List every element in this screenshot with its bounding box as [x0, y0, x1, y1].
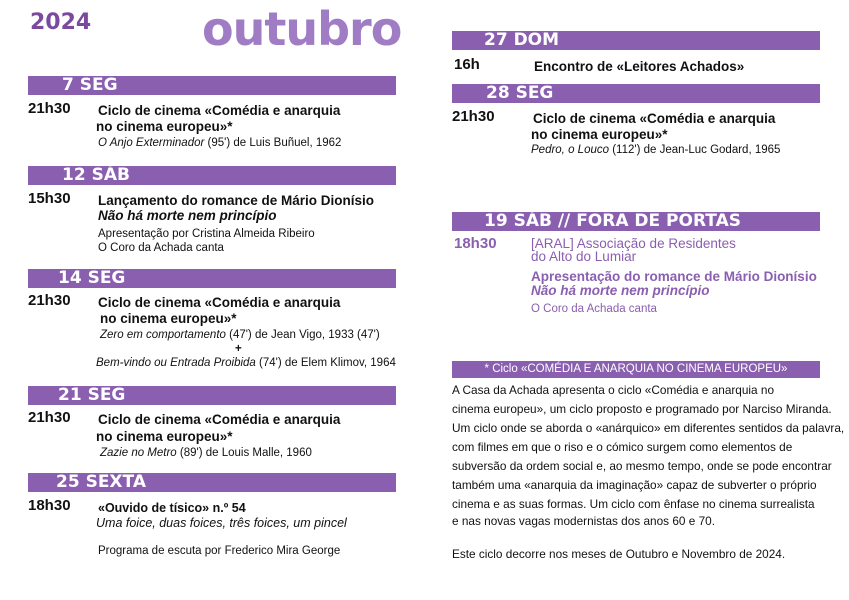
ciclo-footer: Este ciclo decorre nos meses de Outubro e Novembro de 2024. — [452, 547, 786, 561]
film-line — [100, 328, 380, 342]
month-heading: outubro — [202, 2, 402, 56]
day-label: 25 SEXTA — [56, 472, 146, 492]
day-bar-27 — [452, 31, 820, 50]
event-time: 16h — [454, 56, 480, 73]
film-info: (89') de Louis Malle, 1960 — [176, 447, 312, 459]
event-title: Ciclo de cinema «Comédia e anarquia — [98, 295, 341, 310]
event-detail: O Coro da Achada canta — [531, 303, 657, 315]
film-title: Pedro, o Louco — [531, 144, 610, 156]
ciclo-text-line: com filmes em que o riso e o cómico surgem como elementos de — [452, 440, 793, 454]
ciclo-text-line: cinema europeu», um ciclo proposto e programado por Narciso Miranda. — [452, 402, 832, 416]
event-detail: Apresentação por Cristina Almeida Ribeiro — [98, 228, 315, 240]
event-time: 18h30 — [454, 235, 497, 252]
ciclo-heading-bar: * Ciclo «COMÉDIA E ANARQUIA NO CINEMA EUROPEU» — [452, 361, 820, 378]
day-label: 21 SEG — [58, 385, 126, 405]
day-bar-19 — [452, 212, 820, 231]
day-label: 27 DOM — [484, 30, 560, 50]
event-time: 21h30 — [28, 292, 71, 309]
day-label: 28 SEG — [486, 83, 554, 103]
day-label: 19 SÁB // FORA DE PORTAS — [484, 211, 741, 231]
day-bar-21 — [28, 386, 396, 405]
organization-name: [ARAL] Associação de Residentes — [531, 236, 736, 251]
film-info: (74') de Elem Klimov, 1964 — [255, 357, 396, 369]
event-detail: Programa de escuta por Frederico Mira George — [98, 545, 341, 557]
ciclo-text-line: A Casa da Achada apresenta o ciclo «Comédia e anarquia no — [452, 383, 775, 397]
episode-title: Uma foice, duas foices, três foices, um pincel — [96, 516, 347, 530]
ciclo-text-line: subversão da ordem social e, ao mesmo tempo, onde se pode encontrar — [452, 459, 832, 473]
ciclo-text-line: também uma «anarquia da imaginação» capaz de subverter o próprio — [452, 478, 817, 492]
event-title: «Ouvido de tísico» n.º 54 — [98, 501, 246, 515]
film-line — [96, 356, 396, 370]
film-info: (47') de Jean Vigo, 1933 (47') — [225, 329, 380, 341]
day-bar-28 — [452, 84, 820, 103]
day-bar-12 — [28, 166, 396, 185]
book-title: Não há morte nem princípio — [98, 208, 277, 223]
event-title: Ciclo de cinema «Comédia e anarquia — [98, 103, 341, 118]
film-line — [98, 136, 341, 150]
film-title: Zero em comportamento — [100, 329, 226, 341]
event-title: Lançamento do romance de Mário Dionísio — [98, 193, 375, 208]
film-title: O Anjo Exterminador — [98, 137, 205, 149]
day-label: 14 SEG — [58, 268, 126, 288]
event-title-cont: no cinema europeu»* — [96, 429, 233, 444]
event-time: 21h30 — [28, 100, 71, 117]
ciclo-text-line: e nas novas vagas modernistas dos anos 60 e 70. — [452, 514, 715, 528]
event-time: 21h30 — [28, 409, 71, 426]
event-detail: O Coro da Achada canta — [98, 242, 224, 254]
event-time: 18h30 — [28, 497, 71, 514]
ciclo-text-line: Um ciclo onde se aborda o «anárquico» em diferentes sentidos da palavra, — [452, 421, 845, 435]
event-time: 15h30 — [28, 190, 71, 207]
event-title: Apresentação do romance de Mário Dionísio — [531, 269, 817, 284]
plus-sign: + — [235, 343, 242, 355]
day-bar-7 — [28, 76, 396, 95]
year-heading: 2024 — [30, 10, 92, 35]
day-bar-25 — [28, 473, 396, 492]
event-time: 21h30 — [452, 108, 495, 125]
event-title-cont: no cinema europeu»* — [100, 311, 237, 326]
day-bar-14 — [28, 269, 396, 288]
film-title: Bem-vindo ou Entrada Proibida — [96, 357, 256, 369]
event-title: Ciclo de cinema «Comédia e anarquia — [98, 412, 341, 427]
film-info: (95') de Luis Buñuel, 1962 — [204, 137, 342, 149]
film-line — [100, 446, 312, 460]
day-label: 7 SEG — [62, 75, 118, 95]
event-title: Encontro de «Leitores Achados» — [534, 59, 745, 74]
book-title: Não há morte nem princípio — [531, 283, 710, 298]
ciclo-text-line: cinema e as suas formas. Um ciclo com ênfase no cinema surrealista — [452, 497, 815, 511]
film-line — [531, 143, 780, 157]
event-title: Ciclo de cinema «Comédia e anarquia — [533, 111, 776, 126]
event-title-cont: no cinema europeu»* — [531, 127, 668, 142]
organization-name-cont: do Alto do Lumiar — [531, 249, 637, 264]
event-title-cont: no cinema europeu»* — [96, 119, 233, 134]
day-label: 12 SÁB — [62, 165, 130, 185]
film-info: (112') de Jean-Luc Godard, 1965 — [609, 144, 781, 156]
film-title: Zazie no Metro — [100, 447, 177, 459]
